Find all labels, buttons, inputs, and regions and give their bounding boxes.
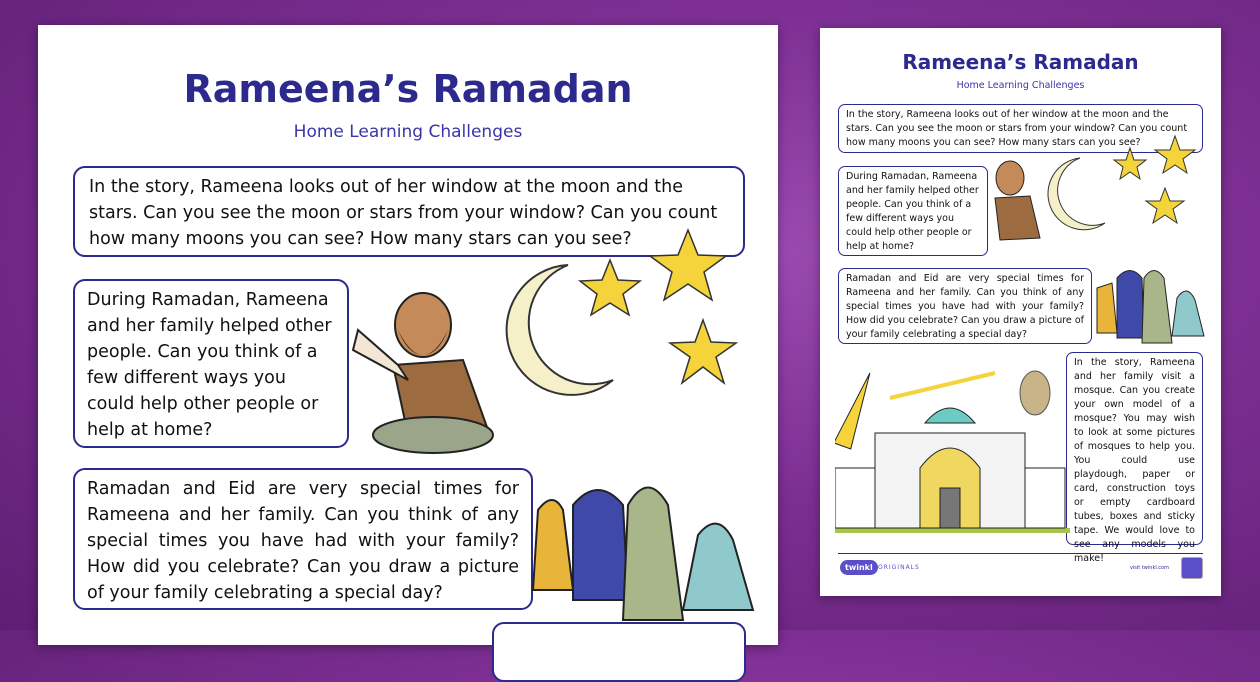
mosque-illustration <box>835 368 1070 533</box>
worksheet-title: Rameena’s Ramadan <box>183 67 633 111</box>
challenge-box-moon-stars-small: In the story, Rameena looks out of her window at the moon and the stars. Can you see the moon or stars from your window? Can you count how many moons you can see? How many stars can you see? <box>838 104 1203 153</box>
worksheet-preview-large <box>38 25 778 645</box>
challenge-box-helping-small: During Ramadan, Rameena and her family helped other people. Can you think of a few different ways you could help other people or help at home? <box>838 166 988 256</box>
moon-icon <box>1048 158 1105 230</box>
star-icon <box>1114 148 1146 179</box>
star-icon <box>1146 188 1184 223</box>
originals-label: ORIGINALS <box>878 564 920 571</box>
moon-stars-illustration <box>478 225 758 405</box>
challenge-box-celebrations-small: Ramadan and Eid are very special times for Rameena and her family. Can you think of any special times you have had with your family? How did you celebrate? Can you draw a picture of your family celebrating a special day? <box>838 268 1092 344</box>
family-illustration <box>523 450 763 645</box>
star-icon <box>650 230 726 300</box>
quality-badge-icon <box>1181 557 1203 579</box>
footer-divider <box>838 553 1203 554</box>
visit-link[interactable]: visit twinkl.com <box>1129 565 1169 571</box>
challenge-box-mosque-small: In the story, Rameena and her family visit a mosque. Can you create your own model of a mosque? You may wish to look at some pictures of mosques to help you. You could use playdough, paper or card, construction toys or empty cardboard tubes, boxes and sticky tape. We would love to see any models you make! <box>1066 352 1203 545</box>
twinkl-logo: twinkl <box>840 560 878 575</box>
worksheet-subtitle: Home Learning Challenges <box>293 122 523 142</box>
star-icon <box>670 320 736 383</box>
moon-stars-illustration-small <box>980 128 1205 253</box>
worksheet-subtitle-small: Home Learning Challenges <box>956 80 1085 91</box>
challenge-box-moon-stars: In the story, Rameena looks out of her window at the moon and the stars. Can you see the moon or stars from your window? Can you count how many moons you can see? How many stars can you see? <box>73 166 745 257</box>
worksheet-preview-small <box>820 28 1221 596</box>
challenge-box-helping: During Ramadan, Rameena and her family helped other people. Can you think of a few different ways you could help other people or help at home? <box>73 279 349 448</box>
family-illustration-small <box>1092 248 1207 348</box>
man-illustration <box>338 270 498 455</box>
star-icon <box>580 260 640 315</box>
star-icon <box>1155 136 1195 173</box>
challenge-box-celebrations: Ramadan and Eid are very special times for Rameena and her family. Can you think of any special times you have had with your family? How did you celebrate? Can you draw a picture of your family celebrating a special day? <box>73 468 533 610</box>
worksheet-title-small: Rameena’s Ramadan <box>902 50 1139 74</box>
